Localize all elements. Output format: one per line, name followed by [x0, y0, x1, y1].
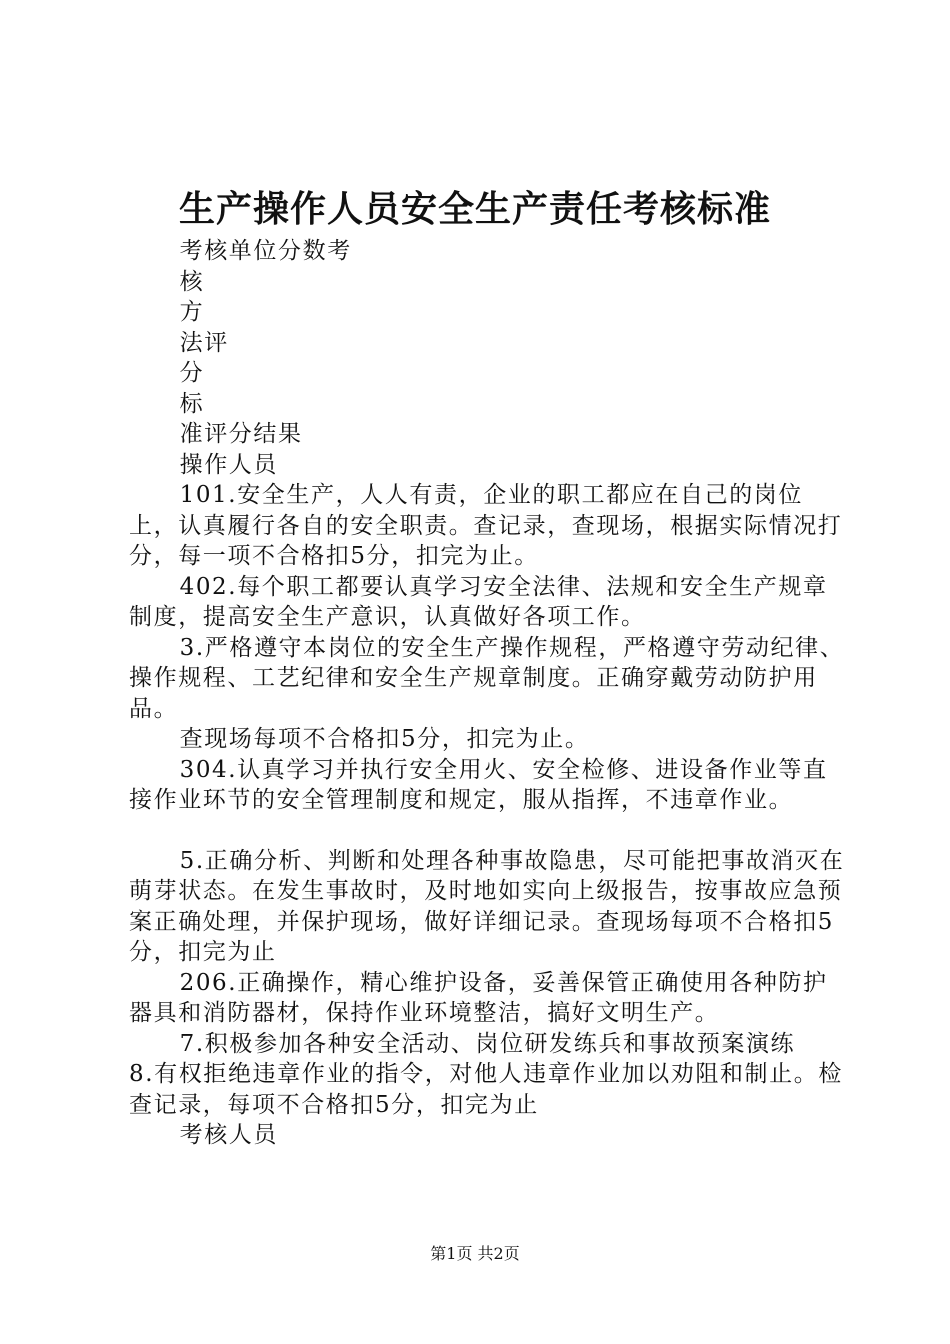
text-line: 分 [179, 360, 205, 386]
text-line: 考核单位分数考 [179, 238, 352, 264]
text-line: 考核人员 [179, 1122, 278, 1148]
paragraph-item-3: 3.严格遵守本岗位的安全生产操作规程，严格遵守劳动纪律、操作规程、工艺纪律和安全生产规章制度。正确穿戴劳动防护用品。 [129, 634, 845, 722]
document-title: 生产操作人员安全生产责任考核标准 [178, 188, 771, 230]
text-line: 标 [179, 390, 205, 417]
document-body [129, 236, 849, 1151]
text-line: 方 [179, 299, 205, 325]
paragraph-item-5: 5.正确分析、判断和处理各种事故隐患，尽可能把事故消灭在萌芽状态。在发生事故时，及时地如实向上级报告，按事故应急预案正确处理，并保护现场，做好详细记录。查现场每项不合格扣5分，扣完为止 [129, 847, 845, 965]
paragraph-item-4: 304.认真学习并执行安全用火、安全检修、进设备作业等直接作业环节的安全管理制度和规定，服从指挥，不违章作业。 [129, 756, 828, 813]
paragraph-item-7: 7.积极参加各种安全活动、岗位研发练兵和事故预案演练 [179, 1030, 796, 1057]
page-footer: 第1页 共2页 [430, 1244, 520, 1263]
paragraph-note: 查现场每项不合格扣5分，扣完为止。 [179, 726, 590, 752]
paragraph-item-6: 206.正确操作，精心维护设备，妥善保管正确使用各种防护器具和消防器材，保持作业环境整洁，搞好文明生产。 [129, 969, 828, 1026]
paragraph-item-1: 101.安全生产，人人有责，企业的职工都应在自己的岗位上，认真履行各自的安全职责。查记录，查现场，根据实际情况打分，每一项不合格扣5分，扣完为止。 [129, 482, 843, 569]
text-line: 准评分结果 [179, 421, 303, 447]
paragraph-item-2: 402.每个职工都要认真学习安全法律、法规和安全生产规章制度，提高安全生产意识，认真做好各项工作。 [129, 573, 828, 630]
text-line: 核 [179, 268, 205, 295]
blank-line [129, 816, 849, 846]
text-line: 法评 [179, 329, 229, 356]
paragraph-item-8: 8.有权拒绝违章作业的指令，对他人违章作业加以劝阻和制止。检查记录，每项不合格扣5分，扣完为止 [129, 1061, 843, 1118]
text-line: 操作人员 [179, 451, 278, 478]
